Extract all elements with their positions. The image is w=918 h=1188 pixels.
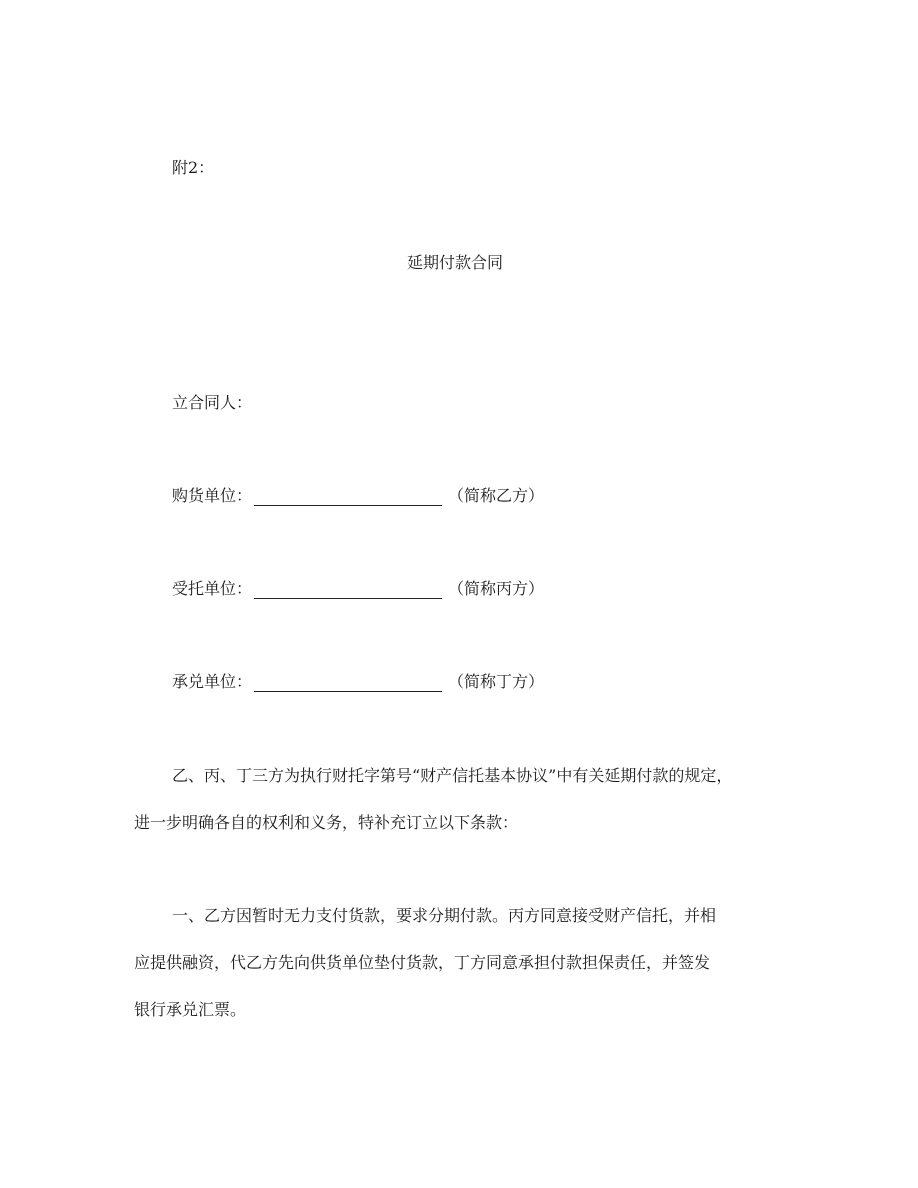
party-abbr-acceptor: （简称丁方） [448, 672, 545, 691]
parties-label: 立合同人： [172, 393, 253, 412]
party-row-buyer [172, 486, 544, 506]
party-abbr-trustee: （简称丙方） [448, 579, 545, 598]
party-abbr-buyer: （简称乙方） [448, 486, 545, 505]
intro-paragraph-line-2: 进一步明确各自的权利和义务，特补充订立以下条款： [134, 813, 519, 832]
clause-1-line-3: 银行承兑汇票。 [134, 1000, 247, 1019]
buyer-name-field[interactable] [254, 491, 442, 506]
clause-1-line-2: 应提供融资，代乙方先向供货单位垫付货款，丁方同意承担付款担保责任，并签发 [134, 953, 711, 972]
party-row-trustee [172, 579, 544, 599]
intro-paragraph-line-1: 乙、丙、丁三方为执行财托字第号“财产信托基本协议”中有关延期付款的规定， [172, 766, 733, 785]
party-row-acceptor [172, 672, 544, 692]
party-label-acceptor: 承兑单位： [172, 672, 253, 691]
contract-title: 延期付款合同 [407, 253, 504, 272]
acceptor-name-field[interactable] [254, 677, 442, 692]
party-label-trustee: 受托单位： [172, 579, 253, 598]
party-label-buyer: 购货单位： [172, 486, 253, 505]
clause-1-line-1: 一、乙方因暂时无力支付货款，要求分期付款。丙方同意接受财产信托，并相 [172, 906, 717, 925]
trustee-name-field[interactable] [254, 584, 442, 599]
attachment-label: 附2： [172, 158, 215, 177]
